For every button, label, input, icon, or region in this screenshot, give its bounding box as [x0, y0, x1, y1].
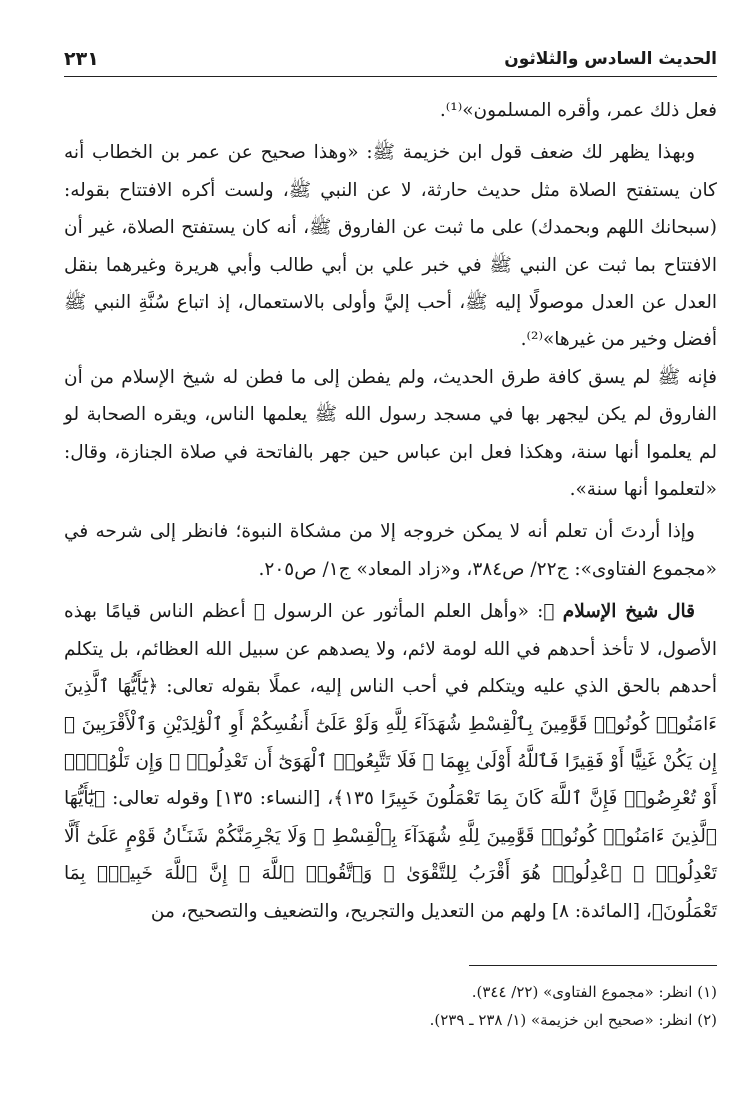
- footnotes: [64, 978, 717, 1034]
- running-header: [64, 42, 717, 77]
- paragraph-3: فإنه ﷺ لم يسق كافة طرق الحديث، ولم يفطن إلى ما فطن له شيخ الإسلام من أن الفاروق لم يكن ليجهر بها في مسجد رسول الله ﷺ يعلمها الناس، ويقره الصحابة لو لم يعلموا أنها سنة، وهكذا فعل ابن عباس حين جهر بالفاتحة في صلاة الجنازة، وقال: «لتعلموا أنها سنة».: [64, 366, 717, 501]
- page-number: ٢٣١: [64, 48, 99, 70]
- paragraph-2: وبهذا يظهر لك ضعف قول ابن خزيمة ﷺ: «وهذا صحيح عن عمر بن الخطاب أنه كان يستفتح الصلاة مثل حديث حارثة، لا عن النبي ﷺ، ولست أكره الافتتاح بقوله: (سبحانك اللهم وبحمدك) على ما ثبت عن الفاروق ﷺ، أنه كان يستفتح الصلاة، غير أن الافتتاح بما ثبت عن النبي ﷺ في خبر علي بن أبي طالب وأبي هريرة وغيرهما بنقل العدل عن العدل موصولًا إليه ﷺ، أحب إليَّ وأولى بالاستعمال، إذ اتباع سُنَّةِ النبي ﷺ أفضل وخير من غيرها»⁽²⁾.: [64, 142, 717, 351]
- footnote-2: (٢) انظر: «صحيح ابن خزيمة» (١/ ٢٣٨ ـ ٢٣٩).: [429, 1011, 717, 1029]
- footnote-1: (١) انظر: «مجموع الفتاوى» (٢٢/ ٣٤٤).: [471, 983, 717, 1001]
- footnote-divider: [469, 965, 717, 966]
- body-text: [64, 92, 717, 930]
- paragraph-1: فعل ذلك عمر، وأقره المسلمون»⁽¹⁾.: [439, 100, 717, 121]
- chapter-title: الحديث السادس والثلاثون: [504, 49, 717, 69]
- paragraph-5-lead: قال شيخ الإسلام: [562, 601, 695, 623]
- paragraph-5: [64, 593, 717, 930]
- paragraph-4: وإذا أردتَ أن تعلم أنه لا يمكن خروجه إلا من مشكاة النبوة؛ فانظر إلى شرحه في «مجموع الفتاوى»: ج٢٢/ ص٣٨٤، و«زاد المعاد» ج١/ ص٢٠٥.: [64, 521, 717, 580]
- paragraph-5-text: ﷺ: «وأهل العلم المأثور عن الرسول ﷺ أعظم الناس قيامًا بهذه الأصول، لا تأخذ أحدهم في الله لومة لائم، ولا يصدهم عن سبيل الله العظائم، بل يتكلم أحدهم بالحق الذي عليه ويتكلم في أحب الناس إليه، عملًا بقوله تعالى: ﴿يَٰٓأَيُّهَا ٱلَّذِينَ ءَامَنُوا۟ كُونُوا۟ قَوَّٰمِينَ بِٱلْقِسْطِ شُهَدَآءَ لِلَّهِ وَلَوْ عَلَىٰٓ أَنفُسِكُمْ أَوِ ٱلْوَٰلِدَيْنِ وَٱلْأَقْرَبِينَ ۚ إِن يَكُنْ غَنِيًّا أَوْ فَقِيرًا فَٱللَّهُ أَوْلَىٰ بِهِمَا ۖ فَلَا تَتَّبِعُوا۟ ٱلْهَوَىٰٓ أَن تَعْدِلُوا۟ ۚ وَإِن تَلْوُۥٓا۟ أَوْ تُعْرِضُوا۟ فَإِنَّ ٱللَّهَ كَانَ بِمَا تَعْمَلُونَ خَبِيرًا ١٣٥﴾، [النساء: ١٣٥] وقوله تعالى: ﴿يَٰٓأَيُّهَا ٱلَّذِينَ ءَامَنُوا۟ كُونُوا۟ قَوَّٰمِينَ لِلَّهِ شُهَدَآءَ بِٱلْقِسْطِ ۖ وَلَا يَجْرِمَنَّكُمْ شَنَـَٔانُ قَوْمٍ عَلَىٰٓ أَلَّا تَعْدِلُوا۟ ۚ ٱعْدِلُوا۟ هُوَ أَقْرَبُ لِلتَّقْوَىٰ ۖ وَٱتَّقُوا۟ ٱللَّهَ ۚ إِنَّ ٱللَّهَ خَبِيرٌۢ بِمَا تَعْمَلُونَ﴾، [المائدة: ٨] ولهم من التعديل والتجريح، والتضعيف والتصحيح، من: [64, 601, 718, 922]
